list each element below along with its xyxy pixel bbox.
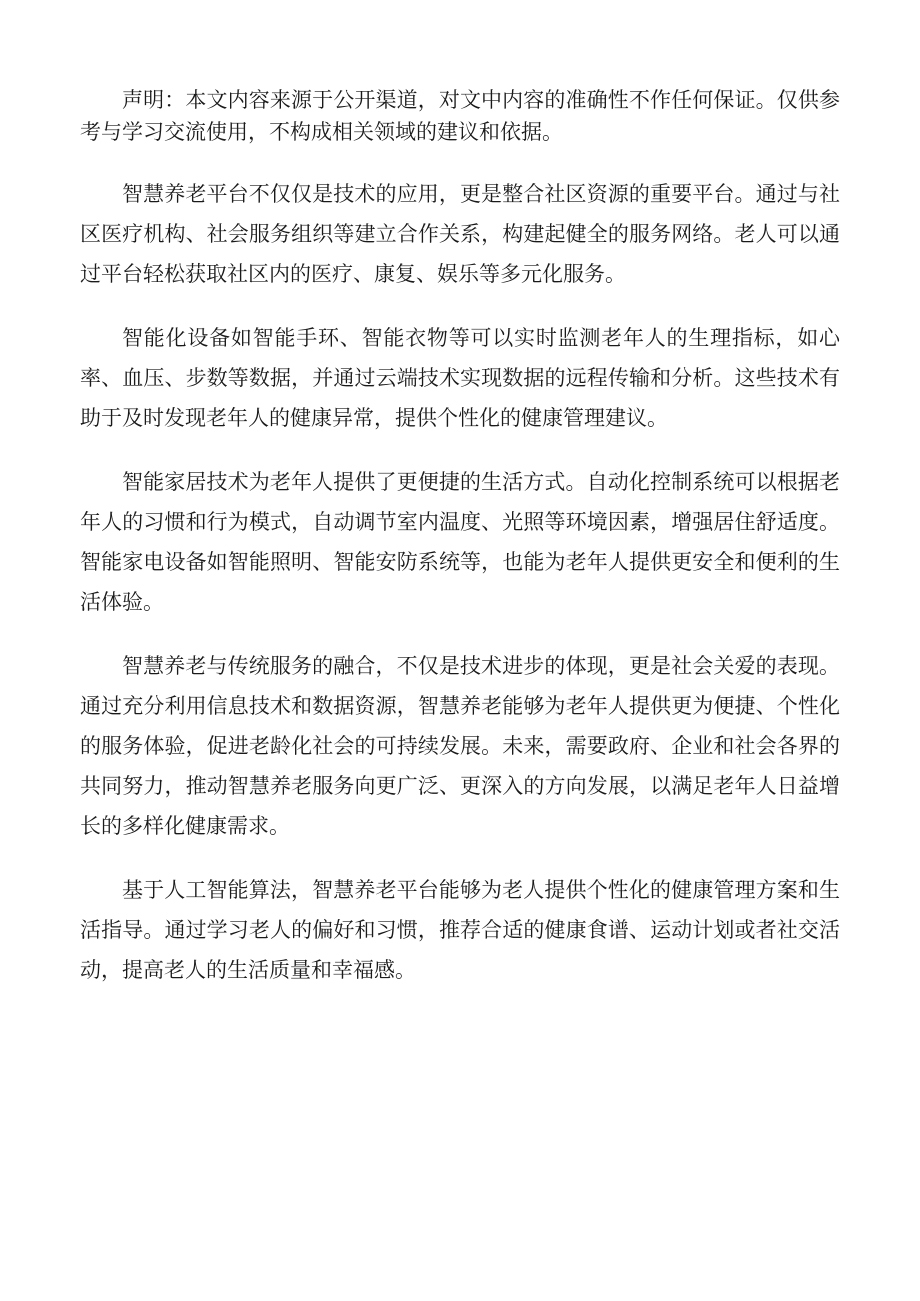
paragraph-4: 智慧养老与传统服务的融合，不仅是技术进步的体现，更是社会关爱的表现。通过充分利用信息技术和数据资源，智慧养老能够为老年人提供更为便捷、个性化的服务体验，促进老龄化社会的可持续发展。未来，需要政府、企业和社会各界的共同努力，推动智慧养老服务向更广泛、更深入的方向发展，以满足老年人日益增长的多样化健康需求。 <box>80 654 840 838</box>
document-page <box>80 84 840 1014</box>
paragraph-2: 智能化设备如智能手环、智能衣物等可以实时监测老年人的生理指标，如心率、血压、步数等数据，并通过云端技术实现数据的远程传输和分析。这些技术有助于及时发现老年人的健康异常，提供个性化的健康管理建议。 <box>80 326 840 430</box>
paragraph-5: 基于人工智能算法，智慧养老平台能够为老人提供个性化的健康管理方案和生活指导。通过学习老人的偏好和习惯，推荐合适的健康食谱、运动计划或者社交活动，提高老人的生活质量和幸福感。 <box>80 878 840 982</box>
disclaimer-text: 声明：本文内容来源于公开渠道，对文中内容的准确性不作任何保证。仅供参考与学习交流使用，不构成相关领域的建议和依据。 <box>80 88 840 144</box>
paragraph-3: 智能家居技术为老年人提供了更便捷的生活方式。自动化控制系统可以根据老年人的习惯和行为模式，自动调节室内温度、光照等环境因素，增强居住舒适度。智能家电设备如智能照明、智能安防系统等，也能为老年人提供更安全和便利的生活体验。 <box>80 470 840 614</box>
paragraph-1: 智慧养老平台不仅仅是技术的应用，更是整合社区资源的重要平台。通过与社区医疗机构、社会服务组织等建立合作关系，构建起健全的服务网络。老人可以通过平台轻松获取社区内的医疗、康复、娱乐等多元化服务。 <box>80 182 840 286</box>
